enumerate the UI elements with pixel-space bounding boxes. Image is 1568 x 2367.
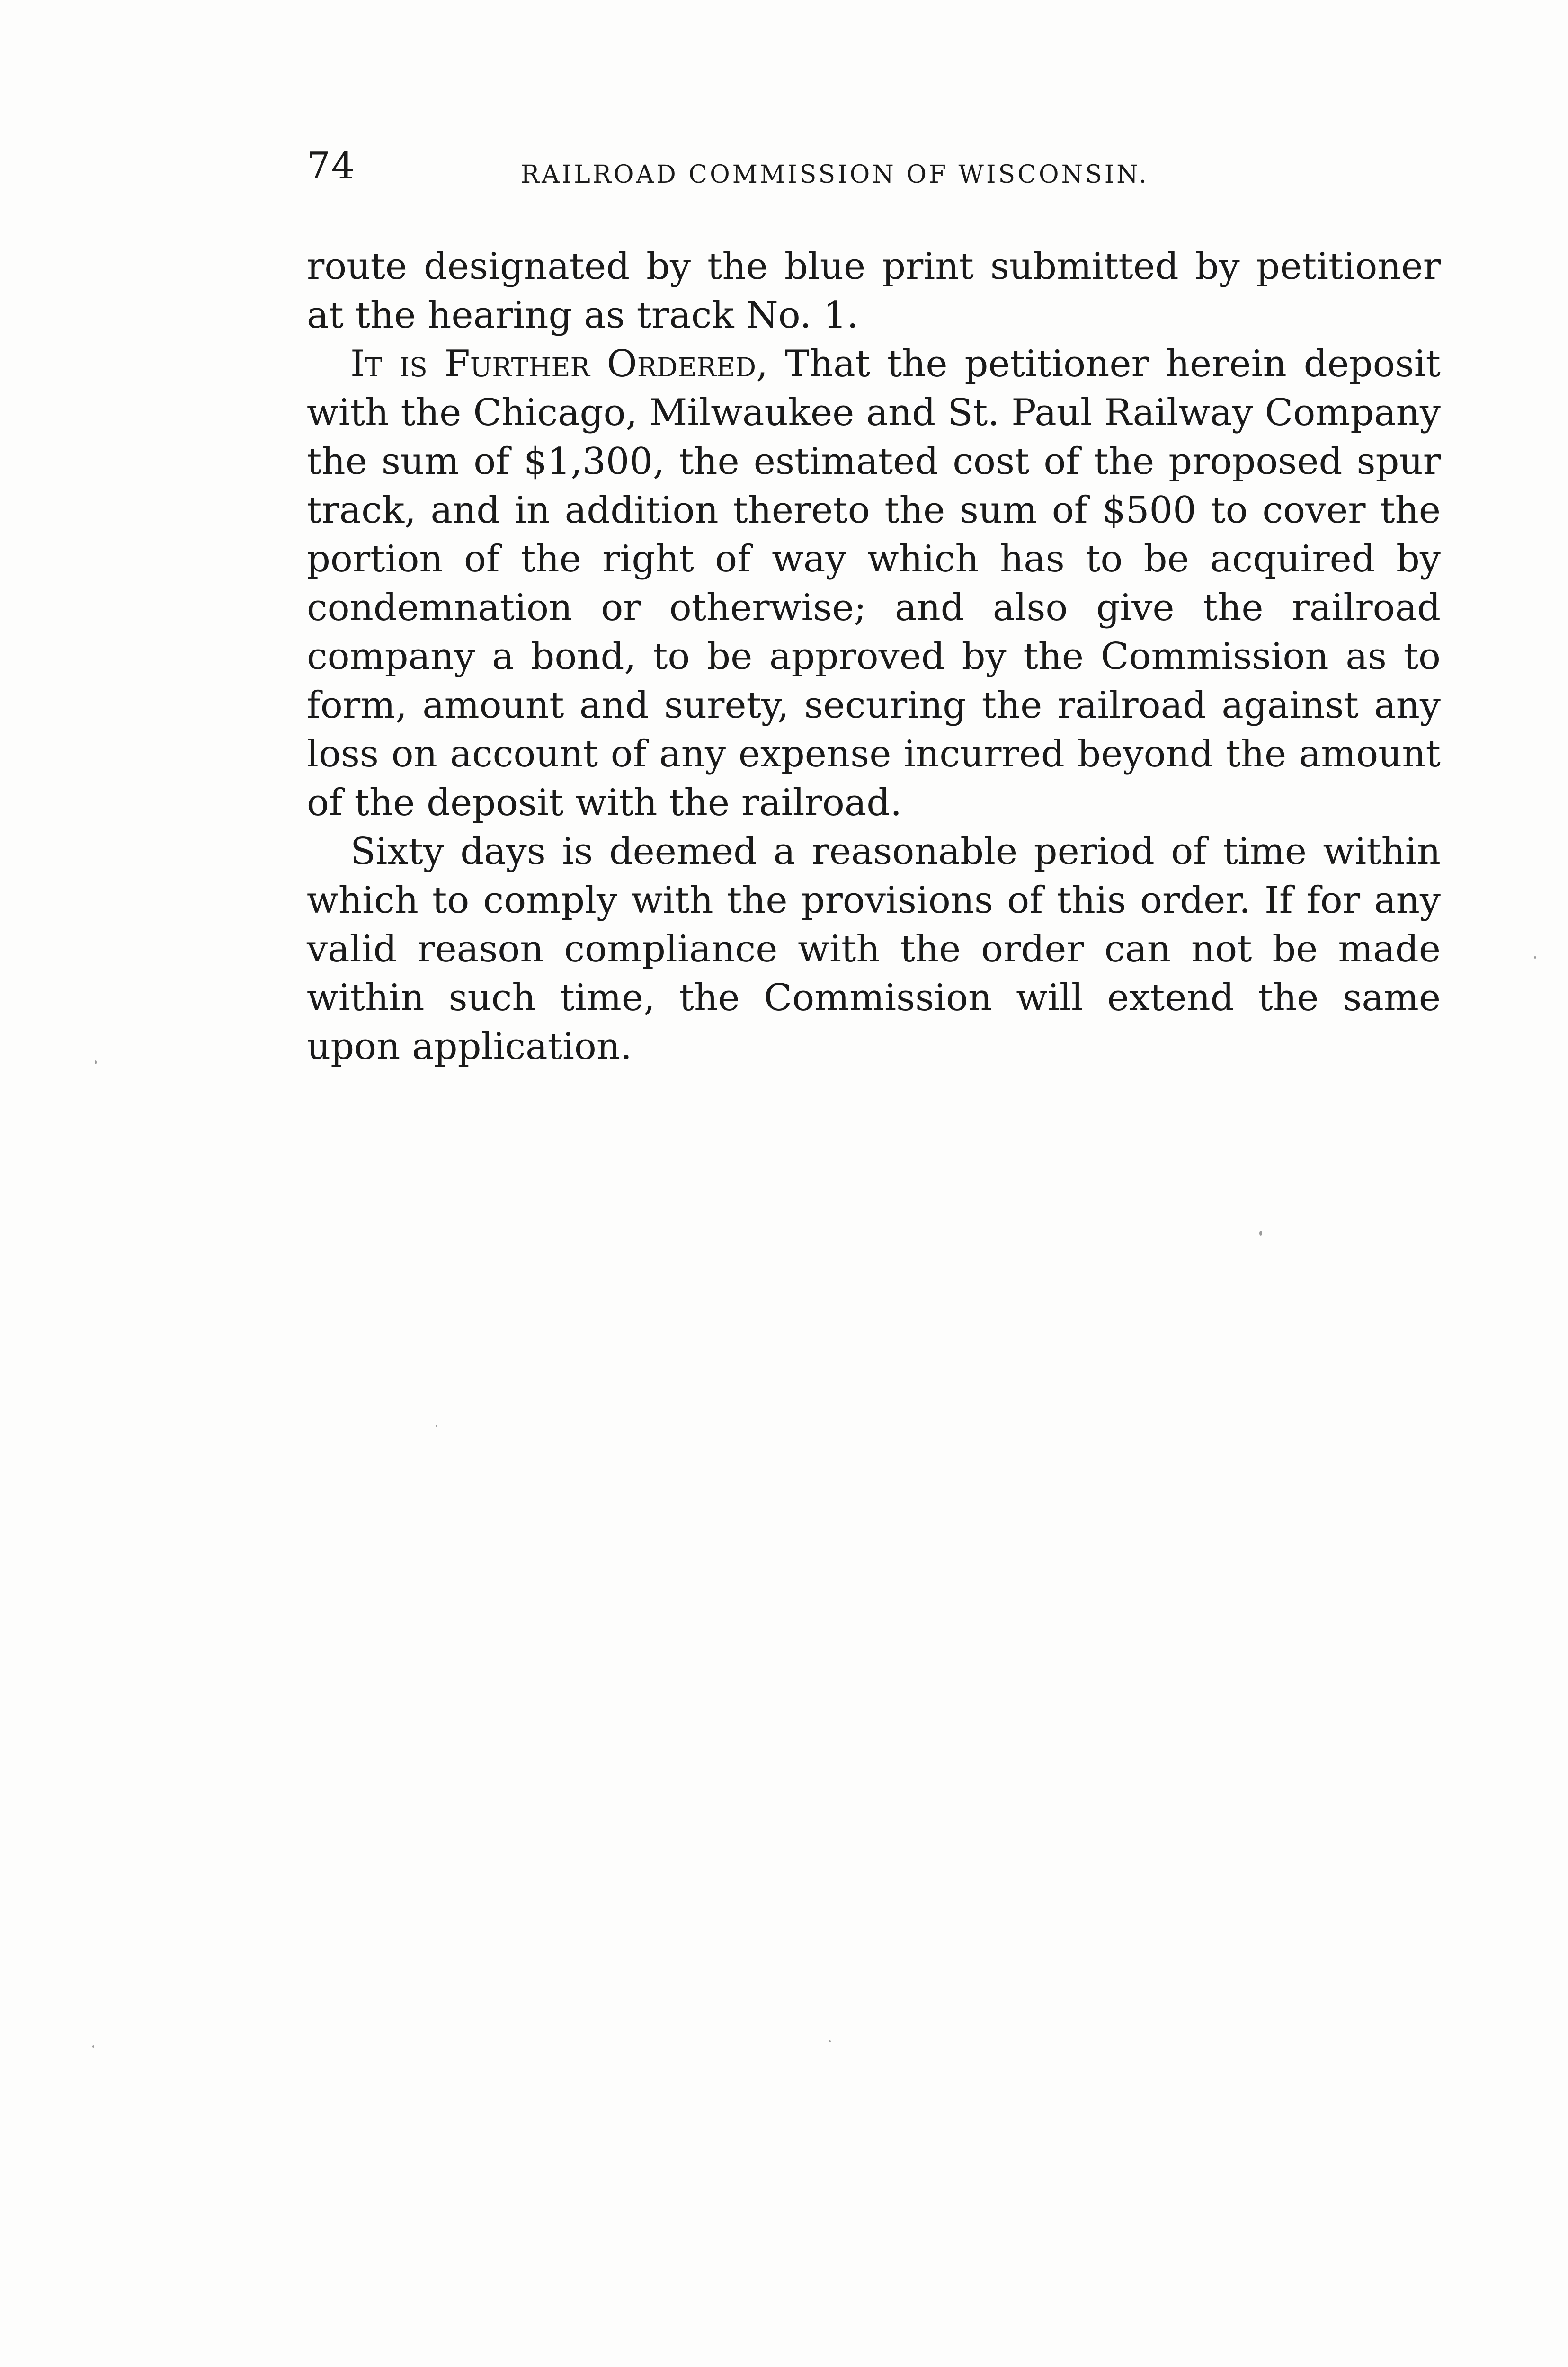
paragraph-1-text: route designated by the blue print submitted by petitioner at the hearing as track No. 1.	[307, 245, 1441, 337]
paragraph-3	[307, 828, 1441, 1071]
page-number: 74	[307, 145, 356, 187]
scan-speck	[92, 2045, 94, 2048]
scan-speck	[95, 1060, 97, 1064]
paragraph-2-lead: It is Further Ordered,	[350, 343, 768, 385]
running-head: RAILROAD COMMISSION OF WISCONSIN.	[521, 160, 1149, 189]
scan-speck	[436, 1425, 437, 1427]
scan-speck	[829, 2040, 831, 2042]
paragraph-3-text: Sixty days is deemed a reasonable period of time within which to comply with the provisions of this order. If for any valid reason compliance with the order can not be made within such time, the Commission will extend the same upon application.	[307, 830, 1441, 1068]
paragraph-1	[307, 242, 1441, 340]
paragraph-2	[307, 340, 1441, 828]
paragraph-2-text: That the petitioner herein deposit with the Chicago, Milwaukee and St. Paul Railway Company the sum of $1,300, the estimated cost of the proposed spur track, and in addition thereto the sum of $500 to cover the portion of the right of way which has to be acquired by condemnation or otherwise; and also give the railroad company a bond, to be approved by the Commission as to form, amount and surety, securing the railroad against any loss on account of any expense incurred beyond the amount of the deposit with the railroad.	[307, 343, 1441, 824]
scan-speck	[1534, 956, 1536, 959]
scan-speck	[1259, 1231, 1262, 1236]
body-text	[307, 242, 1441, 1071]
